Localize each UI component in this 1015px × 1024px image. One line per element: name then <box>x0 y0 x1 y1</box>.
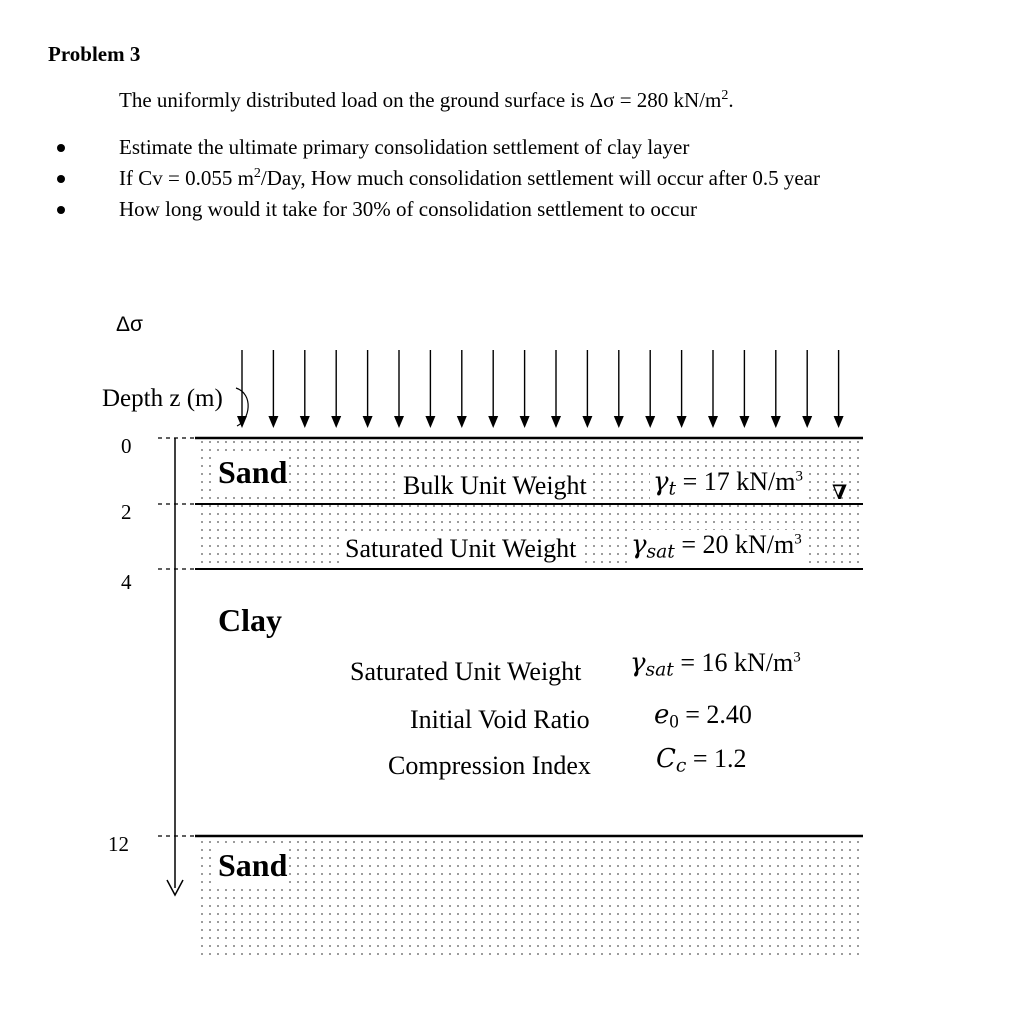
load-arrow-head <box>551 416 561 428</box>
load-arrow-head <box>645 416 655 428</box>
top-sand-bulk-formula <box>650 467 806 500</box>
clay-compression-index-label: Compression Index <box>388 751 591 780</box>
bulk-unit-exponent: 3 <box>795 468 803 485</box>
load-arrow-head <box>582 416 592 428</box>
load-label: Δσ <box>116 313 143 336</box>
load-arrow-head <box>488 416 498 428</box>
compression-index-subscript: c <box>675 755 687 777</box>
clay-layer-name: Clay <box>218 602 282 638</box>
load-arrow-head <box>268 416 278 428</box>
top-sand-layer-name: Sand <box>218 454 288 490</box>
clay-gamma-symbol: γ <box>630 648 646 678</box>
load-arrow-head <box>739 416 749 428</box>
sat-gamma-symbol: γ <box>631 530 647 560</box>
load-arrow-head <box>394 416 404 428</box>
clay-compression-index-formula <box>656 744 747 777</box>
depth-tick-0: 0 <box>121 434 132 458</box>
problem-title: Problem 3 <box>48 42 141 66</box>
bullet-text-suffix: /Day, How much consolidation settlement will occur after 0.5 year <box>260 166 820 190</box>
clay-sat-label: Saturated Unit Weight <box>350 657 582 686</box>
load-arrows <box>237 350 844 428</box>
load-arrow-head <box>708 416 718 428</box>
depth-tick-4: 4 <box>121 570 132 594</box>
top-sand-sat-label: Saturated Unit Weight <box>342 534 579 564</box>
clay-sat-formula <box>630 648 801 681</box>
sat-value: = 20 kN/m <box>681 530 795 559</box>
intro-period: . <box>728 88 734 112</box>
clay-void-ratio-formula <box>654 700 752 734</box>
bulk-gamma-symbol: γ <box>653 467 669 497</box>
load-arrow-head <box>363 416 373 428</box>
void-ratio-subscript: 0 <box>669 711 679 733</box>
clay-unit-exponent: 3 <box>793 649 801 666</box>
bottom-sand-layer-fill <box>197 836 863 956</box>
load-arrow-head <box>520 416 530 428</box>
clay-sat-value: = 16 kN/m <box>680 648 794 677</box>
intro-text: The uniformly distributed load on the ground surface is Δσ = 280 kN/m <box>119 88 722 112</box>
depth-axis-title: Depth z (m) <box>102 385 223 412</box>
bulk-gamma-subscript: t <box>668 478 677 500</box>
bottom-sand-layer-name: Sand <box>218 847 288 883</box>
clay-void-ratio-label: Initial Void Ratio <box>410 705 590 734</box>
load-arrow-head <box>457 416 467 428</box>
bullet-text: Estimate the ultimate primary consolidation settlement of clay layer <box>119 135 690 159</box>
intro-unit-exponent: 2 <box>721 88 729 103</box>
compression-index-symbol: C <box>656 744 676 774</box>
compression-index-value: = 1.2 <box>692 744 747 773</box>
sat-gamma-subscript: sat <box>646 541 675 563</box>
void-ratio-symbol: e <box>654 700 670 730</box>
top-sand-sat-formula <box>628 530 805 563</box>
bulk-value: = 17 kN/m <box>682 467 796 496</box>
bullet-unit-exponent: 2 <box>253 166 261 181</box>
load-arrow-head <box>677 416 687 428</box>
load-arrow-head <box>331 416 341 428</box>
clay-gamma-subscript: sat <box>645 659 674 681</box>
bullet-text: How long would it take for 30% of consolidation settlement to occur <box>119 197 697 221</box>
depth-tick-2: 2 <box>121 500 132 524</box>
load-arrow-head <box>802 416 812 428</box>
void-ratio-value: = 2.40 <box>685 700 752 729</box>
load-arrow-head <box>425 416 435 428</box>
load-arrow-head <box>300 416 310 428</box>
depth-tick-12: 12 <box>108 832 129 856</box>
load-arrow-head <box>771 416 781 428</box>
load-arrow-head <box>834 416 844 428</box>
load-arrow-head <box>237 416 247 428</box>
top-sand-bulk-label: Bulk Unit Weight <box>400 471 590 501</box>
sat-unit-exponent: 3 <box>794 531 802 548</box>
bullet-text-prefix: If Cv = 0.055 m <box>119 166 254 190</box>
water-table-icon: ∇ <box>832 482 848 504</box>
load-arrow-head <box>614 416 624 428</box>
